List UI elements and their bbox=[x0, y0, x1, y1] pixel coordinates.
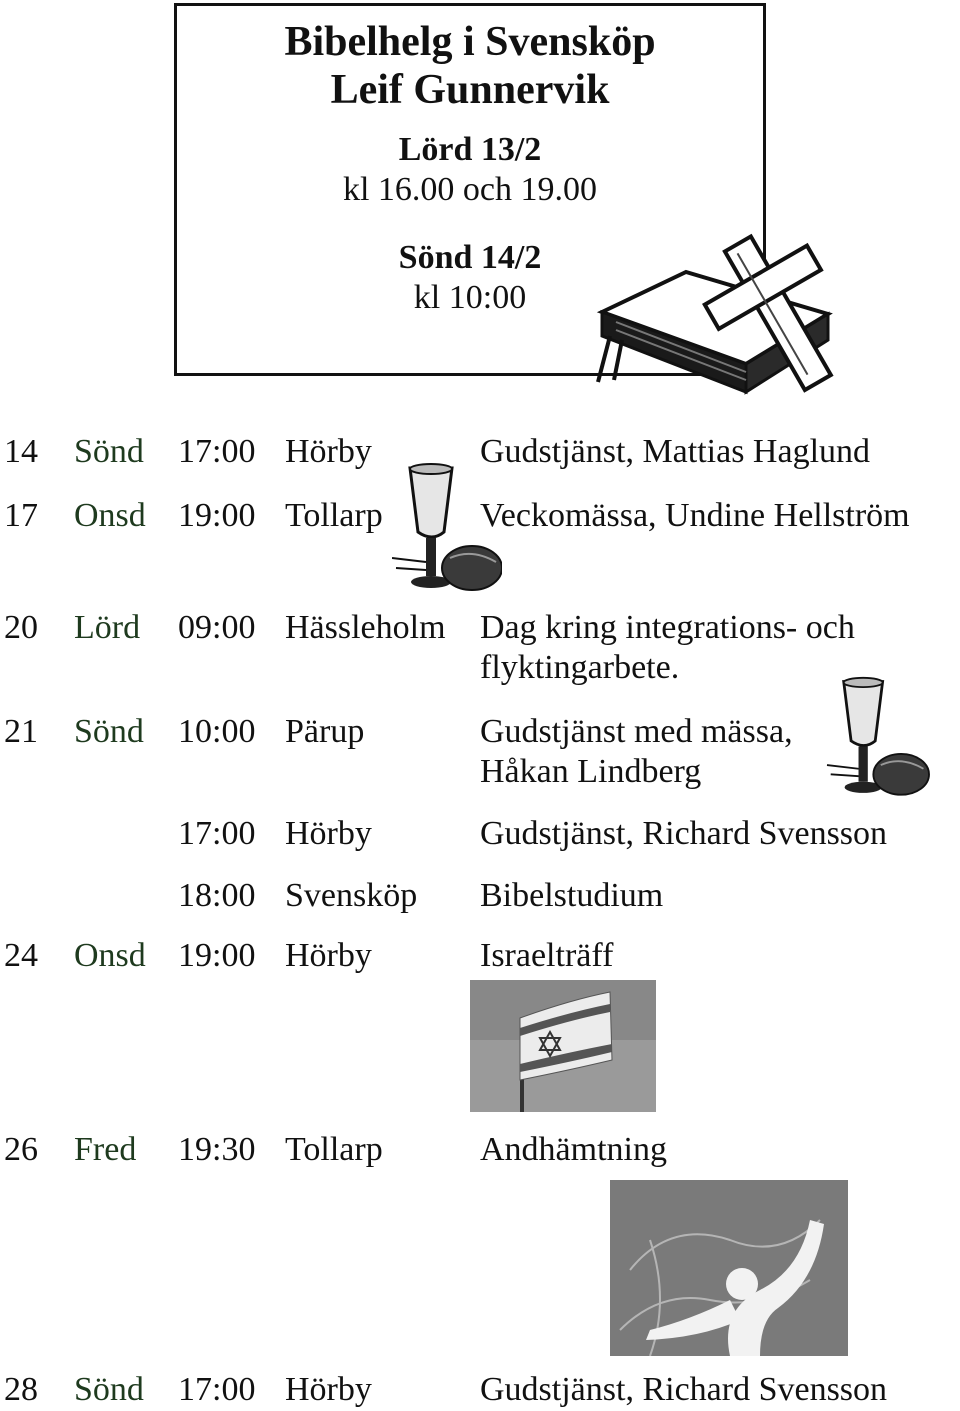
event-day: 26 bbox=[4, 1131, 38, 1168]
event-place: Pärup bbox=[285, 713, 365, 750]
event-day: 14 bbox=[4, 433, 38, 470]
event-time: 19:00 bbox=[178, 937, 256, 974]
bible-cross-icon bbox=[596, 232, 868, 400]
chalice-bread-icon bbox=[814, 676, 942, 804]
event-place: Hörby bbox=[285, 433, 372, 470]
event-time: 10:00 bbox=[178, 713, 256, 750]
event-time: 18:00 bbox=[178, 877, 256, 914]
event-place: Hörby bbox=[285, 1371, 372, 1408]
event-weekday: Onsd bbox=[74, 497, 146, 534]
event-weekday: Sönd bbox=[74, 433, 144, 470]
event-description-cont: Håkan Lindberg bbox=[480, 753, 702, 790]
event-weekday: Sönd bbox=[74, 1371, 144, 1408]
event-description: Israelträff bbox=[480, 937, 614, 974]
israel-flag-icon bbox=[470, 980, 656, 1112]
event-time: 19:00 bbox=[178, 497, 256, 534]
event-day: 24 bbox=[4, 937, 38, 974]
event-day: 21 bbox=[4, 713, 38, 750]
event-time: 09:00 bbox=[178, 609, 256, 646]
header-date-2: Sönd 14/2 bbox=[398, 239, 542, 276]
event-day: 17 bbox=[4, 497, 38, 534]
event-description: Gudstjänst, Richard Svensson bbox=[480, 1371, 888, 1408]
event-time: 19:30 bbox=[178, 1131, 256, 1168]
event-description: Veckomässa, Undine Hellström bbox=[480, 497, 910, 534]
event-description: Andhämtning bbox=[480, 1131, 667, 1168]
event-description: Dag kring integrations- och bbox=[480, 609, 855, 646]
event-time: 17:00 bbox=[178, 815, 256, 852]
event-weekday: Sönd bbox=[74, 713, 144, 750]
event-day: 28 bbox=[4, 1371, 38, 1408]
event-description: Gudstjänst, Mattias Haglund bbox=[480, 433, 871, 470]
event-description: Gudstjänst med mässa, bbox=[480, 713, 793, 750]
event-time: 17:00 bbox=[178, 1371, 256, 1408]
event-place: Svensköp bbox=[285, 877, 418, 914]
header-date-1: Lörd 13/2 bbox=[398, 131, 542, 168]
header-time-1: kl 16.00 och 19.00 bbox=[342, 171, 598, 208]
event-description: Bibelstudium bbox=[480, 877, 664, 914]
event-time: 17:00 bbox=[178, 433, 256, 470]
header-time-2: kl 10:00 bbox=[413, 279, 527, 316]
raised-hands-icon bbox=[610, 1180, 848, 1356]
event-place: Hässleholm bbox=[285, 609, 446, 646]
header-title: Bibelhelg i Svensköp bbox=[284, 19, 656, 65]
event-place: Tollarp bbox=[285, 1131, 383, 1168]
event-place: Hörby bbox=[285, 937, 372, 974]
event-place: Tollarp bbox=[285, 497, 383, 534]
event-description-cont: flyktingarbete. bbox=[480, 649, 680, 686]
event-description: Gudstjänst, Richard Svensson bbox=[480, 815, 888, 852]
event-weekday: Lörd bbox=[74, 609, 141, 646]
event-place: Hörby bbox=[285, 815, 372, 852]
event-day: 20 bbox=[4, 609, 38, 646]
header-speaker: Leif Gunnervik bbox=[330, 67, 610, 113]
event-weekday: Onsd bbox=[74, 937, 146, 974]
event-weekday: Fred bbox=[74, 1131, 137, 1168]
